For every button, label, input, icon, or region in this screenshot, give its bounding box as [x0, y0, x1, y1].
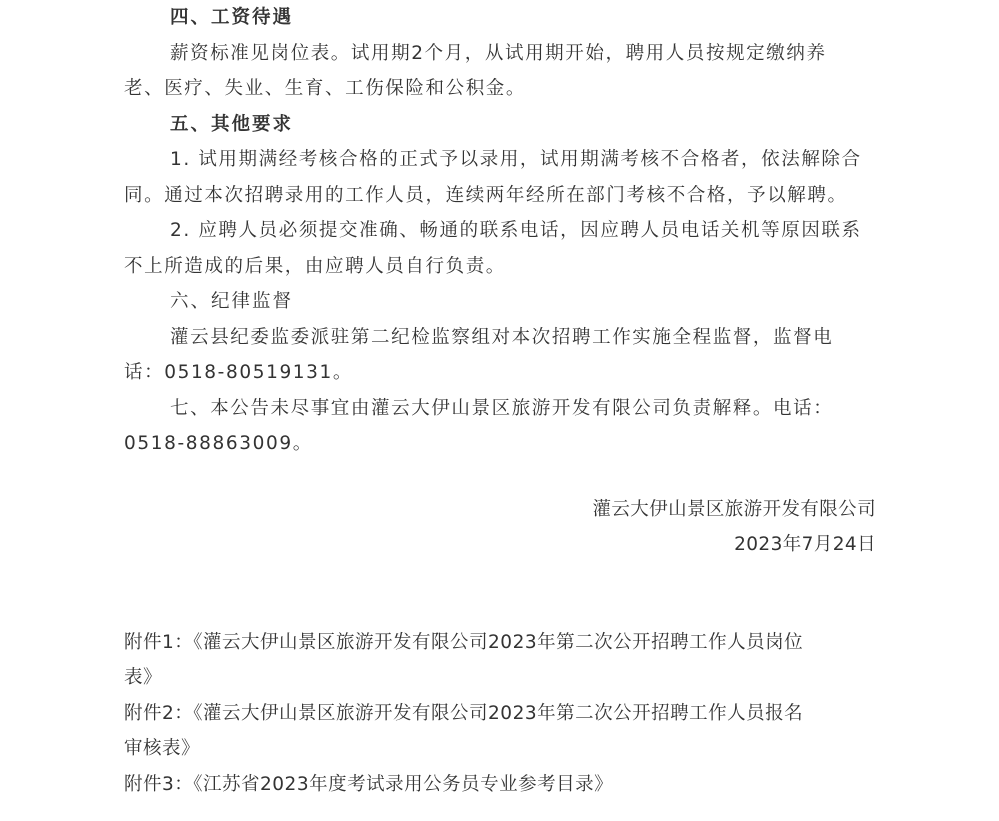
paragraph-line: 灌云县纪委监委派驻第二纪检监察组对本次招聘工作实施全程监督，监督电 [170, 326, 834, 348]
paragraph-line: 0518-88863009。 [124, 433, 313, 454]
signature-block [124, 492, 876, 563]
paragraph-line: 1. 试用期满经考核合格的正式予以录用，试用期满考核不合格者，依法解除合 [170, 149, 862, 170]
paragraph-line: 同。通过本次招聘录用的工作人员，连续两年经所在部门考核不合格，予以解聘。 [124, 184, 848, 206]
attachments-list [124, 625, 876, 803]
attachment-3-link[interactable] [124, 767, 876, 803]
section-heading-discipline: 六、纪律监督 [170, 291, 294, 312]
attachment-2-link[interactable] [124, 696, 876, 767]
attachment-line: 附件3：《江苏省2023年度考试录用公务员专业参考目录》 [124, 773, 614, 795]
attachment-line: 表》 [124, 667, 163, 688]
announcement-body [124, 0, 876, 802]
section-heading-other-requirements: 五、其他要求 [170, 113, 294, 135]
paragraph-line: 薪资标准见岗位表。试用期2个月，从试用期开始，聘用人员按规定缴纳养 [170, 42, 827, 64]
signature-date: 2023年7月24日 [734, 534, 876, 555]
attachment-1-link[interactable] [124, 625, 876, 696]
attachment-line: 审核表》 [124, 738, 201, 759]
paragraph-line: 老、医疗、失业、生育、工伤保险和公积金。 [124, 78, 527, 99]
paragraph-line: 七、本公告未尽事宜由灌云大伊山景区旅游开发有限公司负责解释。电话： [170, 397, 834, 419]
attachment-line: 附件2：《灌云大伊山景区旅游开发有限公司2023年第二次公开招聘工作人员报名 [124, 702, 804, 724]
signature-organization: 灌云大伊山景区旅游开发有限公司 [592, 498, 876, 520]
paragraph-salary [124, 36, 876, 107]
paragraph-interpretation [124, 391, 876, 462]
paragraph-line: 2. 应聘人员必须提交准确、畅通的联系电话，因应聘人员电话关机等原因联系 [170, 220, 862, 241]
paragraph-line: 不上所造成的后果，由应聘人员自行负责。 [124, 255, 506, 277]
paragraph-requirement-1 [124, 142, 876, 213]
paragraph-discipline [124, 320, 876, 391]
paragraph-line: 话：0518-80519131。 [124, 362, 354, 383]
attachment-line: 附件1：《灌云大伊山景区旅游开发有限公司2023年第二次公开招聘工作人员岗位 [124, 631, 804, 653]
section-heading-salary: 四、工资待遇 [170, 7, 294, 28]
paragraph-requirement-2 [124, 213, 876, 284]
